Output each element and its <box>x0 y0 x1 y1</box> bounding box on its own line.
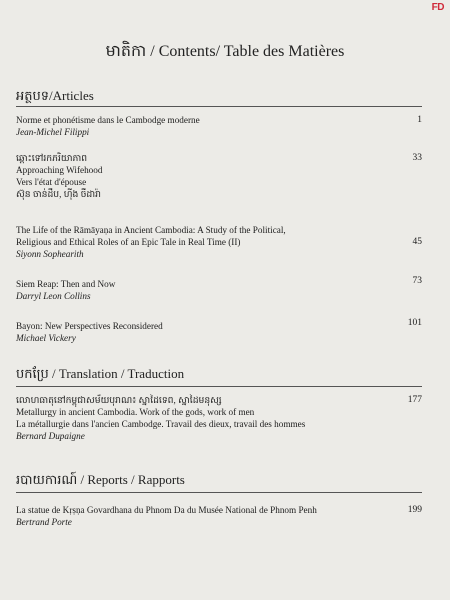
entry-title-line: លោហធាតុនៅកម្ពុជាសម័យបុរាណ៖ ស្នាដៃទេព, ស្នាដៃមនុស្ស <box>16 395 222 405</box>
entry-title-line: La statue de Kṛṣṇa Govardhana du Phnom Da du Musée National de Phnom Penh <box>16 505 317 515</box>
entry-page-number: 33 <box>412 153 422 163</box>
entry-title-line: Religious and Ethical Roles of an Epic Tale in Real Time (II) <box>16 237 241 247</box>
toc-entry <box>16 504 422 528</box>
entry-page-number: 199 <box>407 505 422 515</box>
entry-author: Siyonn Sophearith <box>16 249 84 259</box>
entry-author: Michael Vickery <box>16 333 76 343</box>
toc-entry <box>16 320 422 344</box>
entry-title-line: Bayon: New Perspectives Reconsidered <box>16 321 163 331</box>
section-heading-translation: បកប្រែ / Translation / Traduction <box>16 366 185 381</box>
toc-entry <box>16 152 422 200</box>
entry-title-line: Norme et phonétisme dans le Cambodge moderne <box>16 115 200 125</box>
entry-author: Darryl Leon Collins <box>16 291 91 301</box>
toc-entry <box>16 278 422 302</box>
entry-title-line: La métallurgie dans l'ancien Cambodge. Travail des dieux, travail des hommes <box>16 419 306 429</box>
entry-author: Bertrand Porte <box>16 517 72 527</box>
section-rule <box>16 386 422 387</box>
entry-title-line: The Life of the Rāmāyaṇa in Ancient Cambodia: A Study of the Political, <box>16 225 286 235</box>
entry-title-line: Vers l'état d'épouse <box>16 177 87 187</box>
entry-page-number: 45 <box>412 237 422 247</box>
section-rule <box>16 106 422 107</box>
entry-page-number: 1 <box>417 115 422 125</box>
entry-page-number: 73 <box>412 276 422 286</box>
entry-author: Jean-Michel Filippi <box>16 127 90 137</box>
entry-title-line: Approaching Wifehood <box>16 165 103 175</box>
entry-title-line: Metallurgy in ancient Cambodia. Work of the gods, work of men <box>16 407 255 417</box>
section-rule <box>16 492 422 493</box>
section-heading-articles: អត្ថបទ/Articles <box>16 88 94 103</box>
entry-page-number: 101 <box>407 318 422 328</box>
entry-title-line: ឆ្ពោះទៅរកភរិយាភាព <box>16 153 88 163</box>
entry-title-line: Siem Reap: Then and Now <box>16 279 116 289</box>
toc-entry <box>16 394 422 442</box>
entry-page-number: 177 <box>407 395 422 405</box>
entry-title-line: ស៊ុន ចាន់ដឹប, ហ៊ីង ចឺដារ៉ា <box>16 189 102 199</box>
page-title: មាតិកា / Contents/ Table des Matières <box>105 43 345 60</box>
toc-entry <box>16 114 422 138</box>
entry-author: Bernard Dupaigne <box>16 431 85 441</box>
section-heading-reports: របាយការណ៍ / Reports / Rapports <box>16 472 185 487</box>
toc-entry <box>16 224 422 260</box>
library-stamp: FD <box>431 2 444 13</box>
